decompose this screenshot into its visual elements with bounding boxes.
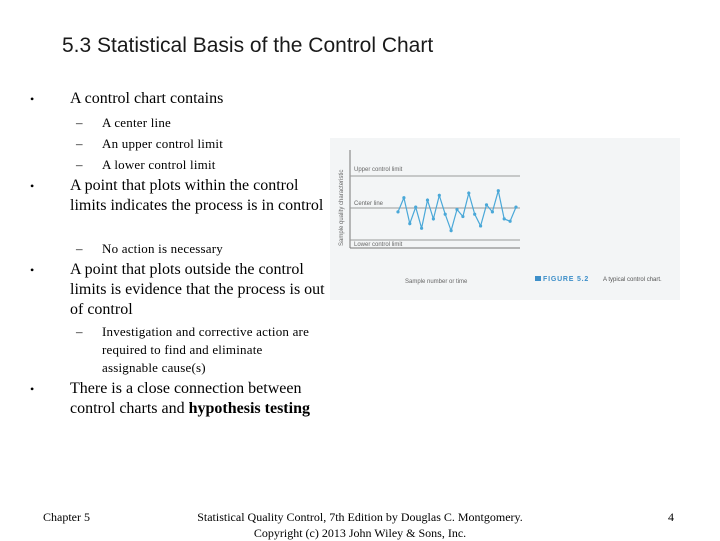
bullet-marker: •	[30, 92, 35, 106]
control-chart-svg	[330, 138, 680, 300]
sub-bullet-text: A lower control limit	[102, 157, 216, 172]
sample-point	[509, 220, 512, 223]
x-axis-label: Sample number or time	[405, 279, 468, 285]
bullet-marker: •	[30, 382, 35, 396]
sample-point	[461, 215, 464, 218]
slide-title: 5.3 Statistical Basis of the Control Chart	[62, 34, 434, 57]
sample-point	[455, 208, 458, 211]
sample-point	[438, 194, 441, 197]
sample-point	[402, 196, 405, 199]
y-axis-label: Sample quality characteristic	[339, 169, 345, 246]
bullet-3-text: A point that plots outside the control limits is evidence that the process is out of control	[70, 261, 325, 318]
bullet-marker: •	[30, 179, 35, 193]
caption-number: FIGURE 5.2	[543, 276, 590, 283]
caption-text: A typical control chart.	[603, 277, 662, 283]
sample-point	[497, 189, 500, 192]
footer-citation-line1: Statistical Quality Control, 7th Edition by Douglas C. Montgomery.	[197, 510, 523, 524]
sample-point	[420, 227, 423, 230]
bullet-marker: •	[30, 263, 35, 277]
sample-point	[408, 222, 411, 225]
footer-chapter: Chapter 5	[43, 510, 90, 524]
sample-point	[479, 224, 482, 227]
bullet-4-bold: hypothesis testing	[188, 400, 310, 417]
caption-marker	[535, 276, 541, 281]
sample-point	[426, 199, 429, 202]
ucl-label: Upper control limit	[354, 167, 403, 173]
sample-point	[450, 229, 453, 232]
sample-point	[432, 217, 435, 220]
sample-point	[514, 206, 517, 209]
cl-label: Center line	[354, 201, 384, 207]
bullet-1-text: A control chart contains	[70, 90, 224, 107]
sub-bullet-text: Investigation and corrective action are required to find and eliminate assignable cause(s)	[102, 324, 310, 375]
sample-point	[467, 191, 470, 194]
sample-point	[485, 203, 488, 206]
sample-point	[414, 206, 417, 209]
bullet-2-text: A point that plots within the control limits indicates the process is in control	[70, 177, 324, 214]
sample-point	[503, 217, 506, 220]
page-number: 4	[668, 510, 674, 524]
footer-citation	[190, 509, 530, 541]
bullet-4-text	[70, 379, 330, 419]
control-chart-figure	[330, 138, 680, 300]
sample-point	[491, 210, 494, 213]
lcl-label: Lower control limit	[354, 242, 403, 248]
sub-bullet-text: No action is necessary	[102, 241, 224, 256]
footer-citation-line2: Copyright (c) 2013 John Wiley & Sons, Inc.	[253, 526, 467, 540]
sample-point	[444, 213, 447, 216]
sub-bullet-text: An upper control limit	[102, 136, 224, 151]
sample-point	[396, 210, 399, 213]
sub-bullet-text: A center line	[102, 115, 172, 130]
bullet-4-plain: There is a close connection between control charts and	[70, 380, 302, 417]
sample-point	[473, 213, 476, 216]
